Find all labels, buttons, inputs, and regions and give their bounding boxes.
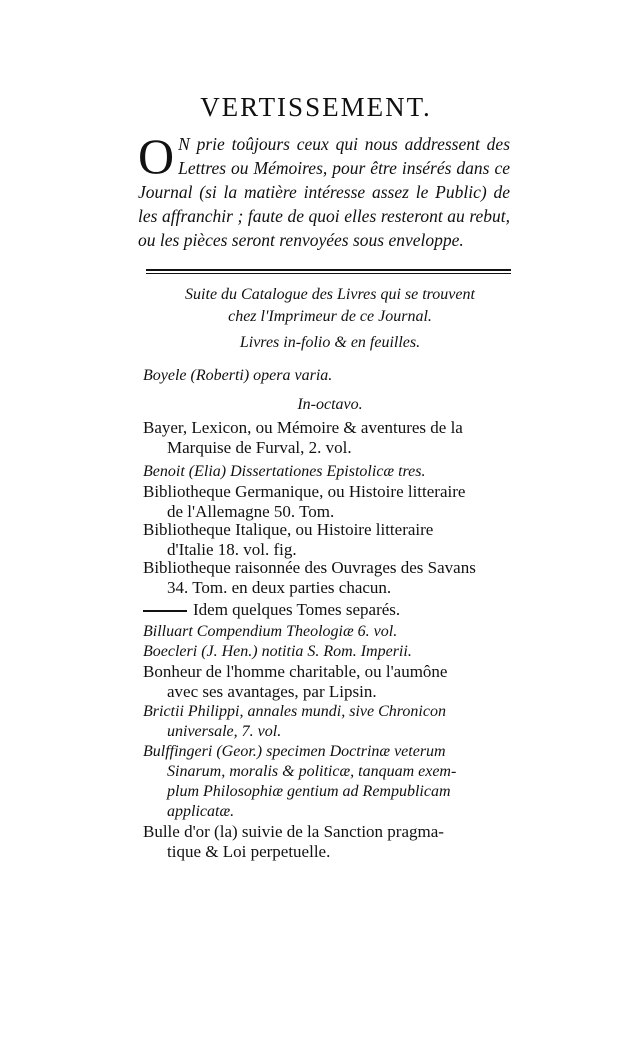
entry-line: avec ses avantages, par Lipsin. <box>167 682 377 701</box>
entry-line: Bayer, Lexicon, ou Mémoire & aventures de la <box>143 418 463 437</box>
catalogue-entry: Boecleri (J. Hen.) notitia S. Rom. Imperii. <box>143 643 412 660</box>
entry-line: Bibliotheque Italique, ou Histoire litteraire <box>143 520 434 539</box>
entry-line: Marquise de Furval, 2. vol. <box>167 438 352 457</box>
entry-line: 34. Tom. en deux parties chacun. <box>167 578 392 597</box>
section-heading-folio: Livres in-folio & en feuilles. <box>239 334 421 351</box>
entry-line: Bulffingeri (Geor.) specimen Doctrinæ veterum <box>143 743 446 760</box>
catalogue-entry <box>143 822 515 862</box>
catalogue-entry: Benoit (Elia) Dissertationes Epistolicæ tres. <box>143 463 426 480</box>
section-divider <box>146 269 511 274</box>
catalogue-entry <box>143 482 515 522</box>
entry-line: Bibliotheque Germanique, ou Histoire litteraire <box>143 482 466 501</box>
entry-line: universale, 7. vol. <box>167 723 282 740</box>
entry-line: d'Italie 18. vol. fig. <box>167 540 297 559</box>
catalogue-entry <box>143 742 515 822</box>
catalogue-entry: Boyele (Roberti) opera varia. <box>143 367 333 384</box>
catalogue-entry <box>143 662 515 702</box>
catalogue-entry <box>143 558 515 598</box>
notice-text: N prie toûjours ceux qui nous addressent des Lettres ou Mémoires, pour être insérés dans ce Journal (si la matière intéresse assez le Public) de les affranchir ; faute de quoi elles resteront au rebut, ou les pièces seront renvoyées sous enveloppe. <box>138 134 510 250</box>
entry-line: Idem quelques Tomes separés. <box>193 600 401 619</box>
notice-heading: VERTISSEMENT. <box>200 92 432 122</box>
catalogue-entry: Billuart Compendium Theologiæ 6. vol. <box>143 623 398 640</box>
entry-line: applicatæ. <box>167 803 235 820</box>
catalogue-title-line2: chez l'Imprimeur de ce Journal. <box>228 308 432 325</box>
entry-line: de l'Allemagne 50. Tom. <box>167 502 335 521</box>
entry-line: Brictii Philippi, annales mundi, sive Chronicon <box>143 703 446 720</box>
entry-line: Sinarum, moralis & politicæ, tanquam exem- <box>167 763 457 780</box>
drop-cap: O <box>138 128 175 184</box>
ditto-dash <box>143 610 187 612</box>
catalogue-entry <box>143 520 515 560</box>
catalogue-entry <box>143 702 515 742</box>
entry-line: Bulle d'or (la) suivie de la Sanction pragma- <box>143 822 444 841</box>
notice-paragraph <box>138 128 510 252</box>
catalogue-title-line1: Suite du Catalogue des Livres qui se trouvent <box>185 286 475 303</box>
section-heading-octavo: In-octavo. <box>297 396 363 413</box>
entry-line: Bibliotheque raisonnée des Ouvrages des Savans <box>143 558 476 577</box>
catalogue-entry <box>143 600 515 620</box>
entry-line: tique & Loi perpetuelle. <box>167 842 331 861</box>
entry-line: Bonheur de l'homme charitable, ou l'aumône <box>143 662 448 681</box>
entry-line: plum Philosophiæ gentium ad Rempublicam <box>167 783 451 800</box>
catalogue-entry <box>143 418 515 458</box>
